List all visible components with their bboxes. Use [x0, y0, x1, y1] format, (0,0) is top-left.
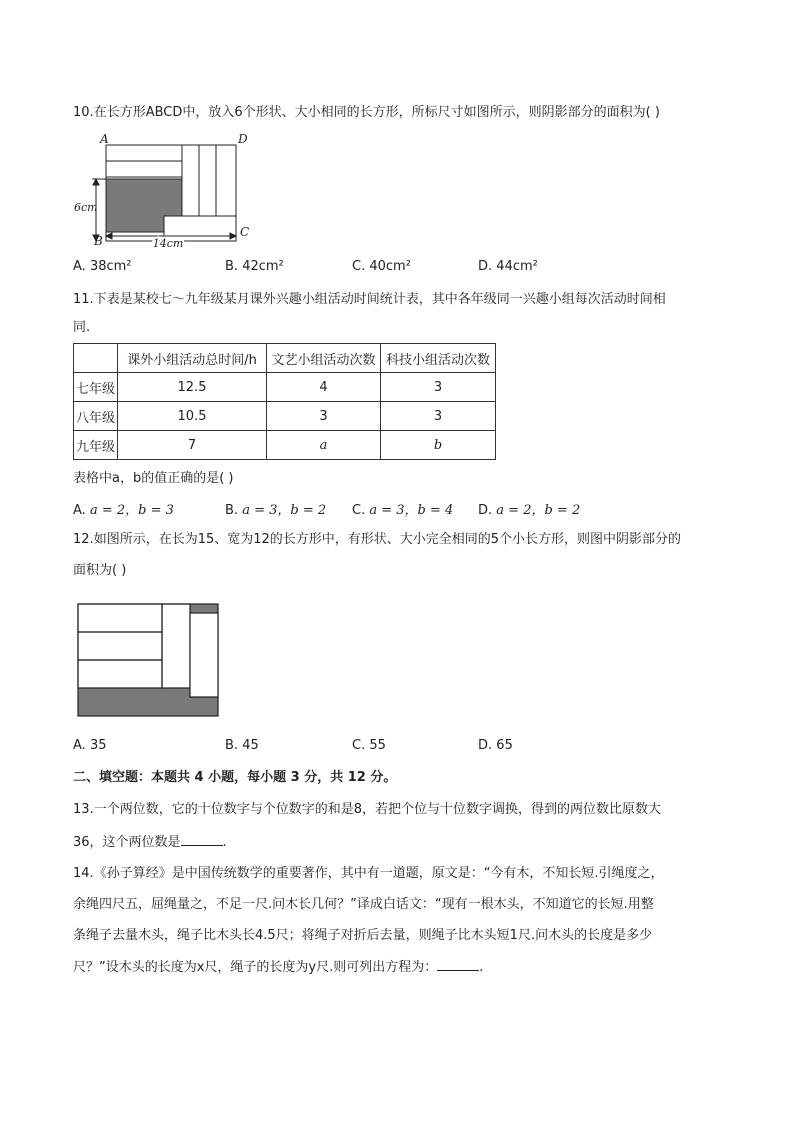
q12-option-b[interactable]: B. 45: [225, 738, 259, 753]
q12-option-a[interactable]: A. 35: [73, 738, 107, 753]
q11-option-d[interactable]: D. a = 2，b = 2: [478, 503, 581, 518]
q11-number: 11.: [73, 292, 94, 307]
q11-stats-table: [73, 343, 496, 460]
table-header-cell: 文艺小组活动次数: [267, 344, 381, 373]
table-row: [74, 402, 496, 431]
table-row: [74, 373, 496, 402]
section-title: 二、填空题：本题共 4 小题，每小题 3 分，共 12 分。: [73, 770, 397, 785]
table-cell: 12.5: [118, 373, 267, 402]
q11-stem-line1: 11.下表是某校七～九年级某月课外兴趣小组活动时间统计表，其中各年级同一兴趣小组每次活动时间相: [73, 292, 666, 307]
q10-label-d: D: [238, 132, 248, 146]
table-header-cell: 课外小组活动总时间/h: [118, 344, 267, 373]
table-row: [74, 431, 496, 460]
q14-stem-line3: 条绳子去量木头，绳子比木头长4.5尺；将绳子对折后去量，则绳子比木头短1尺.问木头的长度是多少: [73, 928, 653, 943]
q10-text: 在长方形ABCD中，放入6个形状、大小相同的长方形，所标尺寸如图所示，则阴影部分的面积为( ): [93, 105, 660, 120]
q10-label-c: C: [240, 225, 250, 239]
q10-dim-height: 6cm: [74, 201, 98, 214]
q11-option-a[interactable]: A. a = 2，b = 3: [73, 503, 174, 518]
q11-option-b[interactable]: B. a = 3，b = 2: [225, 503, 327, 518]
q10-option-b[interactable]: B. 42cm²: [225, 259, 284, 274]
table-cell: 4: [267, 373, 381, 402]
q13-stem-line1: 13.一个两位数，它的十位数字与个位数字的和是8，若把个位与十位数字调换，得到的两位数比原数大: [73, 802, 661, 817]
table-cell: 3: [381, 402, 496, 431]
q14-answer-blank[interactable]: [437, 958, 479, 971]
table-cell: b: [381, 431, 496, 460]
q10-option-a[interactable]: A. 38cm²: [73, 259, 132, 274]
q10-figure: [70, 130, 260, 250]
q12-stem-line1: 12.如图所示，在长为15、宽为12的长方形中，有形状、大小完全相同的5个小长方形，则图中阴影部分的: [73, 532, 682, 547]
q14-stem-line2: 余绳四尺五，屈绳量之，不足一尺.问木长几何？”译成白话文：“现有一根木头，不知道它的长短.用整: [73, 897, 654, 912]
q13-stem-line2: 36，这个两位数是 .: [73, 835, 227, 850]
table-header-cell: 科技小组活动次数: [381, 344, 496, 373]
q12-figure: [76, 602, 222, 720]
q13-number: 13.: [73, 802, 94, 817]
q14-number: 14.: [73, 866, 94, 881]
q12-option-d[interactable]: D. 65: [478, 738, 513, 753]
q12-stem-line2: 面积为( ): [73, 563, 127, 578]
table-cell: 10.5: [118, 402, 267, 431]
q10-option-c[interactable]: C. 40cm²: [352, 259, 411, 274]
table-header-cell: [74, 344, 118, 373]
q10-option-d[interactable]: D. 44cm²: [478, 259, 538, 274]
q12-number: 12.: [73, 532, 94, 547]
table-cell: a: [267, 431, 381, 460]
q12-shaded-topright: [190, 604, 218, 613]
q13-answer-blank[interactable]: [181, 833, 223, 846]
q14-stem-line1: 14.《孙子算经》是中国传统数学的重要著作，其中有一道题，原文是：“今有木，不知长短.引绳度之，: [73, 866, 664, 881]
table-cell: 3: [267, 402, 381, 431]
table-cell: 7: [118, 431, 267, 460]
table-cell: 3: [381, 373, 496, 402]
table-cell: 八年级: [74, 402, 118, 431]
q10-dim-width: 14cm: [152, 237, 184, 250]
q10-label-a: A: [100, 132, 109, 146]
q10-label-b: B: [94, 234, 103, 248]
q11-question: 表格中a，b的值正确的是( ): [73, 471, 234, 486]
table-cell: 九年级: [74, 431, 118, 460]
q11-option-c[interactable]: C. a = 3，b = 4: [352, 503, 454, 518]
table-header-row: [74, 344, 496, 373]
q12-option-c[interactable]: C. 55: [352, 738, 386, 753]
q10-stem: [73, 104, 660, 122]
table-cell: 七年级: [74, 373, 118, 402]
q14-stem-line4: 尺？”设木头的长度为x尺，绳子的长度为y尺.则可列出方程为： .: [73, 960, 484, 975]
q11-stem-line2: 同.: [73, 320, 91, 335]
q10-shaded-region: [106, 179, 182, 232]
q10-number: 10.: [73, 105, 94, 120]
